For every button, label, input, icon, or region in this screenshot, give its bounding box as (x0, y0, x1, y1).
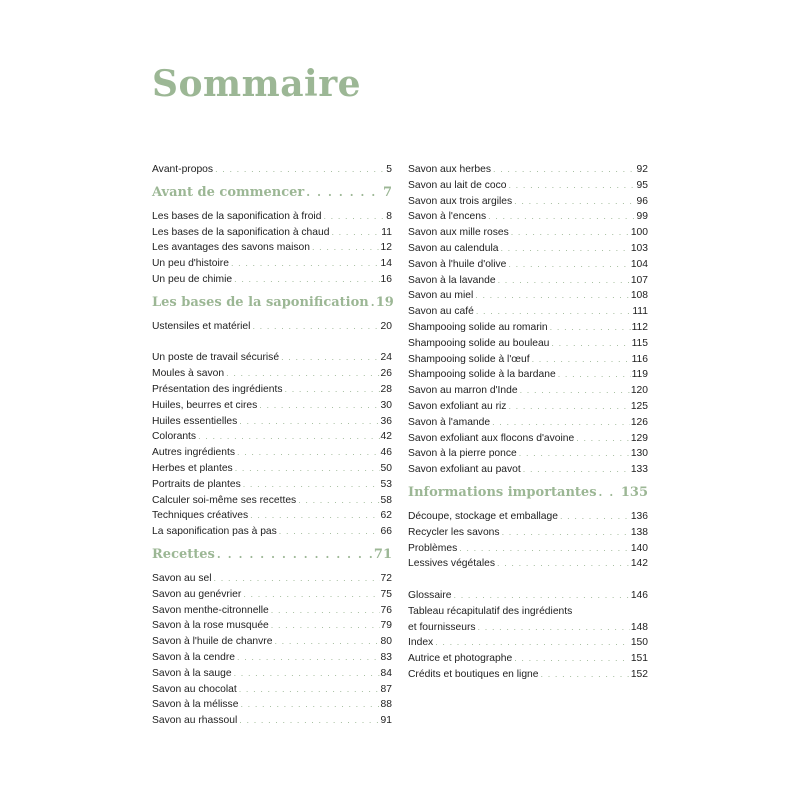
entry-title: Glossaire (408, 589, 452, 601)
page-number: 30 (380, 399, 392, 411)
dot-leader (237, 445, 380, 461)
toc-entry (408, 462, 648, 478)
page-number: 84 (380, 667, 392, 679)
entry-title: Un poste de travail sécurisé (152, 352, 280, 364)
dot-leader (250, 508, 379, 524)
dot-leader (215, 162, 385, 178)
page-number: 115 (631, 337, 648, 349)
dot-leader (231, 256, 380, 272)
toc-entry (152, 256, 392, 272)
toc-entry (408, 431, 648, 447)
page-number: 95 (636, 179, 648, 191)
dot-leader (214, 571, 380, 587)
dot-leader (500, 241, 629, 257)
entry-title: Huiles essentielles (152, 415, 238, 427)
toc-entry (408, 635, 648, 651)
toc-entry (152, 477, 392, 493)
entry-title: Index (408, 637, 434, 649)
page-number: 91 (380, 715, 392, 727)
dot-leader (493, 162, 636, 178)
toc-entry (408, 667, 648, 683)
toc-entry (152, 350, 392, 366)
dot-leader (234, 272, 379, 288)
page-number: 112 (631, 321, 648, 333)
section-title: Recettes (152, 546, 215, 562)
page-number: 5 (386, 164, 392, 175)
page-number: 79 (380, 620, 392, 632)
toc-left-column (152, 162, 392, 729)
toc-entry (152, 225, 392, 241)
entry-title: Lessives végétales (408, 558, 496, 570)
page-number: 88 (380, 699, 392, 711)
toc-entry (152, 493, 392, 509)
page-number: 140 (630, 542, 648, 554)
toc-entry (408, 225, 648, 241)
page-number: 75 (380, 588, 392, 600)
entry-title: Savon à l'huile d'olive (408, 258, 507, 270)
dot-leader (234, 666, 380, 682)
dot-leader (519, 446, 630, 462)
entry-title: La saponification pas à pas (152, 526, 277, 538)
page-number: 19 (375, 294, 394, 310)
dot-leader (235, 461, 380, 477)
entry-title: Savon exfoliant aux flocons d'avoine (408, 432, 575, 444)
entry-title: et fournisseurs (408, 621, 476, 633)
page-number: 8 (386, 210, 392, 222)
toc-entry (408, 257, 648, 273)
page-number: 100 (630, 227, 648, 239)
page-number: 76 (380, 604, 392, 616)
dot-leader (497, 556, 630, 572)
page-number: 111 (632, 306, 648, 318)
dot-leader (508, 257, 629, 273)
dot-leader (271, 618, 380, 634)
dot-leader (198, 429, 379, 445)
dot-leader (508, 178, 635, 194)
entry-title: Savon au calendula (408, 242, 499, 254)
toc-entry (408, 320, 648, 336)
dot-leader (323, 209, 385, 225)
dot-leader (240, 697, 379, 713)
entry-title: Savon à la pierre ponce (408, 448, 517, 460)
page-number: 28 (380, 383, 392, 395)
page-number: 103 (630, 242, 648, 254)
dot-leader (274, 634, 379, 650)
entry-title: Les avantages des savons maison (152, 242, 310, 254)
dot-leader (226, 366, 379, 382)
page-number: 7 (382, 184, 392, 200)
toc-entry (408, 367, 648, 383)
entry-title: Savon au café (408, 306, 474, 318)
entry-title: Shampooing solide au bouleau (408, 337, 550, 349)
dot-leader (298, 493, 379, 509)
dot-leader (508, 399, 629, 415)
entry-title: Savon au miel (408, 290, 474, 302)
toc-entry (408, 194, 648, 210)
entry-title: Huiles, beurres et cires (152, 399, 258, 411)
dot-leader (243, 587, 379, 603)
dot-leader (576, 431, 630, 447)
page-number: 116 (631, 353, 648, 365)
entry-title: Les bases de la saponification à chaud (152, 226, 330, 238)
page-number: 150 (630, 637, 648, 649)
entry-title: Shampooing solide au romarin (408, 321, 548, 333)
toc-entry (408, 273, 648, 289)
dot-leader (454, 588, 630, 604)
entry-title: Présentation des ingrédients (152, 383, 283, 395)
section-title: Avant de commencer (152, 184, 305, 200)
toc-entry (152, 508, 392, 524)
toc-entry (152, 682, 392, 698)
page-number: 108 (630, 290, 648, 302)
page-number: 99 (636, 211, 648, 223)
dot-leader (239, 713, 379, 729)
entry-title: Savon aux trois argiles (408, 195, 513, 207)
entry-title: Savon menthe-citronnelle (152, 604, 269, 616)
section-title: Informations importantes (408, 484, 597, 500)
page-number: 148 (630, 621, 648, 633)
page-number: 46 (380, 447, 392, 459)
entry-title: Savon à l'amande (408, 416, 491, 428)
entry-title: Shampooing solide à la bardane (408, 369, 556, 381)
page-number: 36 (380, 415, 392, 427)
entry-title: Recycler les savons (408, 526, 500, 538)
page-number: 72 (380, 572, 392, 584)
toc-entry (152, 398, 392, 414)
page-number: 146 (630, 589, 648, 601)
dot-leader (511, 225, 630, 241)
toc-entry (408, 399, 648, 415)
page-number: 83 (380, 651, 392, 663)
page-number: 66 (380, 526, 392, 538)
page-number: 50 (380, 462, 392, 474)
page-number: 20 (380, 320, 392, 332)
toc-entry (408, 415, 648, 431)
toc-entry (152, 162, 392, 178)
toc-entry (152, 240, 392, 256)
dot-leader (237, 650, 380, 666)
dot-leader (475, 288, 630, 304)
entry-title: Savon au rhassoul (152, 715, 238, 727)
entry-title: Savon à la sauge (152, 667, 232, 679)
entry-title: Shampooing solide à l'œuf (408, 353, 530, 365)
toc-section-heading (152, 292, 392, 314)
toc-entry (152, 414, 392, 430)
toc-entry (152, 634, 392, 650)
entry-title: Savon au marron d'Inde (408, 385, 518, 397)
entry-title: Découpe, stockage et emballage (408, 510, 558, 522)
entry-title: Avant-propos (152, 164, 214, 175)
toc-entry (408, 178, 648, 194)
toc-entry (152, 603, 392, 619)
page-number: 11 (381, 226, 392, 238)
dot-leader (599, 482, 620, 504)
page-number: 16 (380, 273, 392, 285)
page-number: 58 (380, 494, 392, 506)
toc-entry (152, 571, 392, 587)
page-number: 96 (636, 195, 648, 207)
toc-entry (152, 272, 392, 288)
page-number: 12 (380, 242, 392, 254)
dot-leader (312, 240, 380, 256)
entry-title: Autrice et photographe (408, 653, 513, 665)
toc-right-column (408, 162, 648, 683)
entry-title: Savon exfoliant au pavot (408, 464, 521, 476)
toc-entry (408, 209, 648, 225)
entry-title: Savon au sel (152, 572, 212, 584)
dot-leader (239, 682, 380, 698)
entry-title: Un peu de chimie (152, 273, 233, 285)
page-number: 14 (380, 258, 392, 270)
entry-title: Autres ingrédients (152, 447, 235, 459)
entry-title: Herbes et plantes (152, 462, 233, 474)
toc-entry (152, 445, 392, 461)
page-number: 71 (373, 546, 392, 562)
toc-entry (152, 618, 392, 634)
toc-entry (408, 604, 648, 620)
toc-entry (408, 541, 648, 557)
toc-entry (408, 556, 648, 572)
entry-title: Savon à l'huile de chanvre (152, 636, 273, 648)
dot-leader (259, 398, 379, 414)
toc-entry (152, 524, 392, 540)
page-number: 26 (380, 368, 392, 380)
entry-title: Savon à la mélisse (152, 699, 239, 711)
entry-title: Savon aux herbes (408, 164, 492, 175)
entry-title: Ustensiles et matériel (152, 320, 251, 332)
page-number: 62 (380, 510, 392, 522)
page-number: 136 (630, 510, 648, 522)
dot-leader (558, 367, 631, 383)
dot-leader (514, 194, 635, 210)
page-number: 104 (630, 258, 648, 270)
entry-title: Savon au genévrier (152, 588, 242, 600)
dot-leader (560, 509, 630, 525)
entry-title: Un peu d'histoire (152, 258, 229, 270)
page-number: 125 (630, 400, 648, 412)
entry-title: Techniques créatives (152, 510, 249, 522)
toc-entry (408, 651, 648, 667)
dot-leader (523, 462, 630, 478)
dot-leader (243, 477, 380, 493)
dot-leader (279, 524, 380, 540)
toc-entry (152, 209, 392, 225)
dot-leader (331, 225, 380, 241)
spacer (408, 572, 648, 588)
dot-leader (502, 525, 630, 541)
page-number: 53 (380, 478, 392, 490)
toc-entry (152, 697, 392, 713)
dot-leader (217, 544, 373, 566)
entry-title: Savon à la rose musquée (152, 620, 269, 632)
entry-title: Colorants (152, 431, 197, 443)
dot-leader (551, 336, 630, 352)
entry-title: Crédits et boutiques en ligne (408, 668, 539, 680)
page-number: 120 (630, 385, 648, 397)
page-number: 92 (636, 164, 648, 175)
dot-leader (435, 635, 630, 651)
dot-leader (498, 273, 630, 289)
page-number: 126 (630, 416, 648, 428)
toc-entry (152, 429, 392, 445)
entry-title: Savon au lait de coco (408, 179, 507, 191)
toc-entry (152, 666, 392, 682)
dot-leader (476, 304, 632, 320)
dot-leader (488, 209, 635, 225)
dot-leader (285, 382, 380, 398)
entry-title: Savon à la lavande (408, 274, 496, 286)
entry-title: Les bases de la saponification à froid (152, 210, 322, 222)
toc-section-heading (408, 482, 648, 504)
page-number: 42 (380, 431, 392, 443)
dot-leader (492, 415, 630, 431)
dot-leader (252, 319, 379, 335)
entry-title: Tableau récapitulatif des ingrédients (408, 605, 573, 617)
dot-leader (459, 541, 630, 557)
dot-leader (306, 182, 382, 204)
spacer (152, 335, 392, 351)
toc-entry (408, 288, 648, 304)
page-number: 152 (630, 668, 648, 680)
dot-leader (532, 352, 631, 368)
toc-entry (408, 383, 648, 399)
page-title: Sommaire (152, 63, 362, 105)
entry-title: Savon à la cendre (152, 651, 236, 663)
toc-entry (152, 713, 392, 729)
toc-entry (408, 336, 648, 352)
toc-entry (152, 587, 392, 603)
dot-leader (281, 350, 379, 366)
entry-title: Savon exfoliant au riz (408, 400, 507, 412)
page-number: 135 (620, 484, 648, 500)
entry-title: Savon au chocolat (152, 683, 237, 695)
toc-entry (408, 304, 648, 320)
page-number: 142 (630, 558, 648, 570)
entry-title: Calculer soi-même ses recettes (152, 494, 297, 506)
toc-entry (408, 352, 648, 368)
toc-section-heading (152, 544, 392, 566)
page-number: 133 (630, 464, 648, 476)
entry-title: Portraits de plantes (152, 478, 241, 490)
dot-leader (550, 320, 631, 336)
section-title: Les bases de la saponification (152, 294, 369, 310)
page-number: 138 (630, 526, 648, 538)
page-number: 130 (630, 448, 648, 460)
toc-section-heading (152, 182, 392, 204)
page-number: 24 (380, 352, 392, 364)
page-number: 129 (630, 432, 648, 444)
toc-entry (152, 650, 392, 666)
entry-title: Savon aux mille roses (408, 227, 509, 239)
toc-entry (408, 525, 648, 541)
page-number: 119 (631, 369, 648, 381)
page-number: 87 (380, 683, 392, 695)
dot-leader (514, 651, 630, 667)
toc-entry (152, 382, 392, 398)
toc-entry (408, 509, 648, 525)
page-number: 151 (630, 653, 648, 665)
entry-title: Moules à savon (152, 368, 225, 380)
dot-leader (478, 620, 630, 636)
toc-entry (408, 241, 648, 257)
toc-entry (152, 461, 392, 477)
entry-title: Problèmes (408, 542, 458, 554)
toc-entry (408, 446, 648, 462)
dot-leader (271, 603, 380, 619)
dot-leader (541, 667, 630, 683)
toc-entry (408, 620, 648, 636)
entry-title: Savon à l'encens (408, 211, 487, 223)
toc-entry (152, 366, 392, 382)
toc-entry (408, 588, 648, 604)
toc-entry (152, 319, 392, 335)
page-number: 107 (630, 274, 648, 286)
dot-leader (520, 383, 630, 399)
toc-entry (408, 162, 648, 178)
dot-leader (239, 414, 379, 430)
page-number: 80 (380, 636, 392, 648)
